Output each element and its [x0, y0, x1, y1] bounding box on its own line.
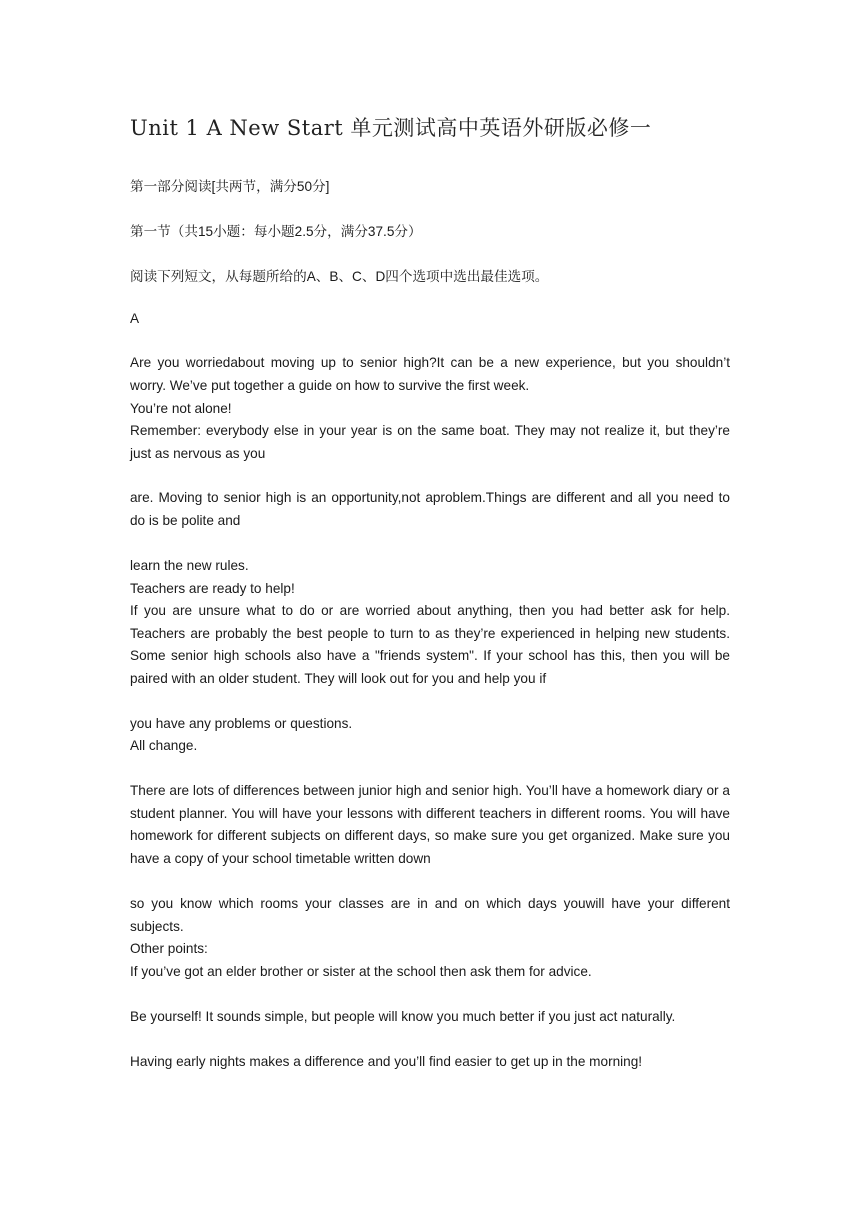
- passage-paragraph-ask-help: If you are unsure what to do or are worried about anything, then you had better ask for help. Teachers are probably the best people to turn to as they’re experienced in helping new students. Some senior high schools also have a "friends system". If your school has this, then you will be paired with an older student. They will look out for you and help you if: [130, 603, 730, 686]
- passage-paragraph-timetable: so you know which rooms your classes are in and on which days youwill have your different subjects.: [130, 896, 730, 934]
- passage-paragraph-same-boat: Remember: everybody else in your year is on the same boat. They may not realize it, but they’re just as nervous as you: [130, 423, 730, 461]
- instructions: 阅读下列短文，从每题所给的A、B、C、D四个选项中选出最佳选项。: [130, 269, 549, 284]
- passage-subheading-all-change: All change.: [130, 738, 198, 753]
- passage-paragraph-questions: you have any problems or questions.: [130, 716, 353, 731]
- section-heading: 第一节（共15小题：每小题2.5分，满分37.5分）: [130, 224, 422, 239]
- passage-subheading-teachers: Teachers are ready to help!: [130, 581, 295, 596]
- passage-paragraph-differences: There are lots of differences between junior high and senior high. You’ll have a homework diary or a student planner. You will have your lessons with different teachers in different rooms. You will have homework for different subjects on different days, so make sure you get organized. Make sure you have a copy of your school timetable written down: [130, 783, 730, 866]
- passage-paragraph-early-nights: Having early nights makes a difference and you’ll find easier to get up in the morning!: [130, 1054, 643, 1069]
- part-heading: 第一部分阅读[共两节，满分50分]: [130, 179, 330, 194]
- passage-label: A: [130, 311, 140, 326]
- passage-paragraph-rules: learn the new rules.: [130, 558, 249, 573]
- passage-paragraph-be-yourself: Be yourself! It sounds simple, but people will know you much better if you just act naturally.: [130, 1009, 676, 1024]
- passage-paragraph-opportunity: are. Moving to senior high is an opportunity,not aproblem.Things are different and all you need to do is be polite and: [130, 490, 730, 528]
- passage-paragraph-sibling-advice: If you’ve got an elder brother or sister at the school then ask them for advice.: [130, 964, 592, 979]
- document-title: Unit 1 A New Start 单元测试高中英语外研版必修一: [130, 116, 652, 140]
- passage-subheading-not-alone: You’re not alone!: [130, 401, 232, 416]
- passage-paragraph-intro: Are you worriedabout moving up to senior high?It can be a new experience, but you shouldn’t worry. We’ve put together a guide on how to survive the first week.: [130, 355, 730, 393]
- passage-subheading-other-points: Other points:: [130, 941, 208, 956]
